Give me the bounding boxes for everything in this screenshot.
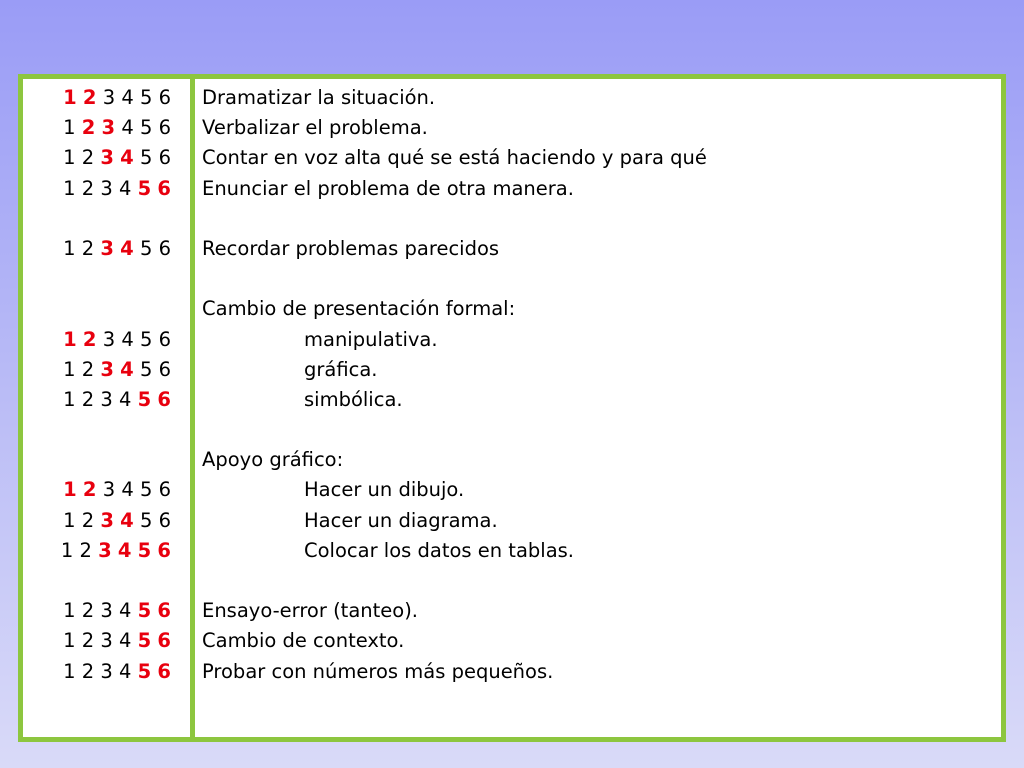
- number: 1: [63, 176, 76, 200]
- number-sequence: [61, 83, 171, 113]
- number: 6: [158, 357, 171, 381]
- number: 4: [119, 629, 132, 653]
- number: 4: [121, 116, 134, 140]
- number: 5: [139, 508, 153, 532]
- number: 2: [81, 176, 95, 200]
- number: 1: [63, 387, 76, 411]
- number: 6: [158, 478, 171, 502]
- number: 2: [81, 629, 95, 653]
- strategy-subitem: Hacer un diagrama.: [304, 508, 498, 532]
- highlighted-number: 5: [137, 599, 152, 623]
- highlighted-number: 6: [157, 629, 171, 653]
- highlighted-number: 3: [100, 236, 114, 260]
- highlighted-number: 2: [81, 116, 96, 140]
- number: 4: [121, 327, 134, 351]
- strategy-subitem: simbólica.: [304, 387, 403, 411]
- number-column: [61, 83, 171, 687]
- number: 2: [81, 357, 95, 381]
- strategy-item: Verbalizar el problema.: [202, 116, 428, 140]
- highlighted-number: 4: [120, 508, 134, 532]
- number: 5: [139, 478, 153, 502]
- strategy-item: [202, 566, 707, 596]
- number: 5: [139, 357, 153, 381]
- number-sequence: [61, 415, 171, 445]
- highlighted-number: 5: [137, 538, 152, 562]
- number: 1: [63, 629, 76, 653]
- number: 2: [81, 387, 95, 411]
- highlighted-number: 5: [137, 176, 152, 200]
- number: 2: [81, 659, 95, 683]
- highlighted-number: 6: [157, 538, 171, 562]
- highlighted-number: 3: [100, 357, 114, 381]
- strategy-item: [202, 204, 707, 234]
- strategy-item: Cambio de contexto.: [202, 629, 405, 653]
- number-sequence: [61, 174, 171, 204]
- number: 6: [158, 116, 171, 140]
- highlighted-number: 1: [63, 86, 77, 109]
- number: 5: [139, 116, 153, 140]
- number: 5: [139, 327, 153, 351]
- highlighted-number: 6: [157, 659, 171, 683]
- number: 2: [79, 538, 92, 562]
- number: 1: [63, 599, 76, 623]
- number: 1: [63, 357, 76, 381]
- number: 2: [81, 508, 95, 532]
- number: 6: [158, 146, 171, 170]
- highlighted-number: 2: [82, 327, 97, 351]
- strategy-subitem: manipulativa.: [304, 327, 438, 351]
- number: 1: [63, 116, 76, 140]
- number: 4: [119, 659, 132, 683]
- number: 3: [100, 387, 113, 411]
- highlighted-number: 2: [82, 478, 97, 502]
- highlighted-number: 6: [157, 599, 171, 623]
- highlighted-number: 4: [120, 236, 134, 260]
- number: 3: [100, 659, 113, 683]
- highlighted-number: 4: [120, 146, 134, 170]
- number-sequence: [61, 234, 171, 264]
- highlighted-number: 6: [157, 176, 171, 200]
- strategy-item: Apoyo gráfico:: [202, 448, 344, 472]
- highlighted-number: 3: [100, 146, 114, 170]
- strategy-subitem: Colocar los datos en tablas.: [304, 538, 575, 562]
- highlighted-number: 3: [98, 538, 112, 562]
- strategy-subitem: gráfica.: [304, 357, 378, 381]
- number-sequence: [61, 536, 171, 566]
- highlighted-number: 4: [120, 357, 134, 381]
- number-sequence: [61, 626, 171, 656]
- number: 4: [119, 387, 132, 411]
- strategy-subitem: Hacer un dibujo.: [304, 478, 465, 502]
- number: 6: [158, 327, 171, 351]
- number-sequence: [61, 355, 171, 385]
- strategy-item: Enunciar el problema de otra manera.: [202, 176, 574, 200]
- number-sequence: [61, 204, 171, 234]
- highlighted-number: 2: [82, 86, 97, 109]
- highlighted-number: 3: [101, 116, 116, 140]
- highlighted-number: 5: [137, 659, 152, 683]
- number-sequence: [61, 325, 171, 355]
- number: 3: [102, 86, 116, 109]
- number: 3: [100, 176, 113, 200]
- strategy-item: Dramatizar la situación.: [202, 86, 436, 109]
- number: 1: [63, 146, 76, 170]
- highlighted-number: 3: [100, 508, 114, 532]
- number: 6: [158, 86, 171, 109]
- strategy-item: [202, 415, 707, 445]
- highlighted-number: 6: [157, 387, 171, 411]
- strategy-item: Recordar problemas parecidos: [202, 236, 500, 260]
- number-sequence: [61, 657, 171, 687]
- number: 5: [139, 86, 153, 109]
- number: 4: [121, 478, 134, 502]
- number: 6: [158, 236, 171, 260]
- number: 2: [81, 146, 95, 170]
- highlighted-number: 1: [63, 327, 77, 351]
- number: 2: [81, 599, 95, 623]
- highlighted-number: 1: [63, 478, 77, 502]
- number-sequence: [61, 113, 171, 143]
- number: 1: [63, 508, 76, 532]
- number: 6: [158, 508, 171, 532]
- strategy-item: Contar en voz alta qué se está haciendo y para qué: [202, 146, 707, 170]
- number-sequence: [61, 596, 171, 626]
- number-sequence: [61, 445, 171, 475]
- number-sequence: [61, 385, 171, 415]
- strategy-item: Ensayo-error (tanteo).: [202, 599, 419, 623]
- number: 3: [102, 478, 116, 502]
- number-sequence: [61, 143, 171, 173]
- number-sequence: [61, 475, 171, 505]
- strategy-item: [202, 264, 707, 294]
- number-sequence: [61, 506, 171, 536]
- highlighted-number: 5: [137, 629, 152, 653]
- number: 4: [119, 599, 132, 623]
- number: 1: [63, 236, 76, 260]
- number: 5: [139, 236, 153, 260]
- content-frame: [18, 74, 1006, 742]
- number: 4: [121, 86, 134, 109]
- number: 5: [139, 146, 153, 170]
- number: 3: [102, 327, 116, 351]
- strategy-item: Probar con números más pequeños.: [202, 659, 554, 683]
- number: 3: [100, 599, 113, 623]
- highlighted-number: 5: [137, 387, 152, 411]
- number: 1: [63, 659, 76, 683]
- number: 3: [100, 629, 113, 653]
- number-sequence: [61, 294, 171, 324]
- strategy-item: Cambio de presentación formal:: [202, 297, 516, 321]
- number: 2: [81, 236, 95, 260]
- number: 4: [119, 176, 132, 200]
- column-divider: [190, 79, 195, 737]
- strategy-column: [202, 83, 707, 687]
- number-sequence: [61, 566, 171, 596]
- number-sequence: [61, 264, 171, 294]
- highlighted-number: 4: [117, 538, 132, 562]
- number: 1: [60, 538, 74, 562]
